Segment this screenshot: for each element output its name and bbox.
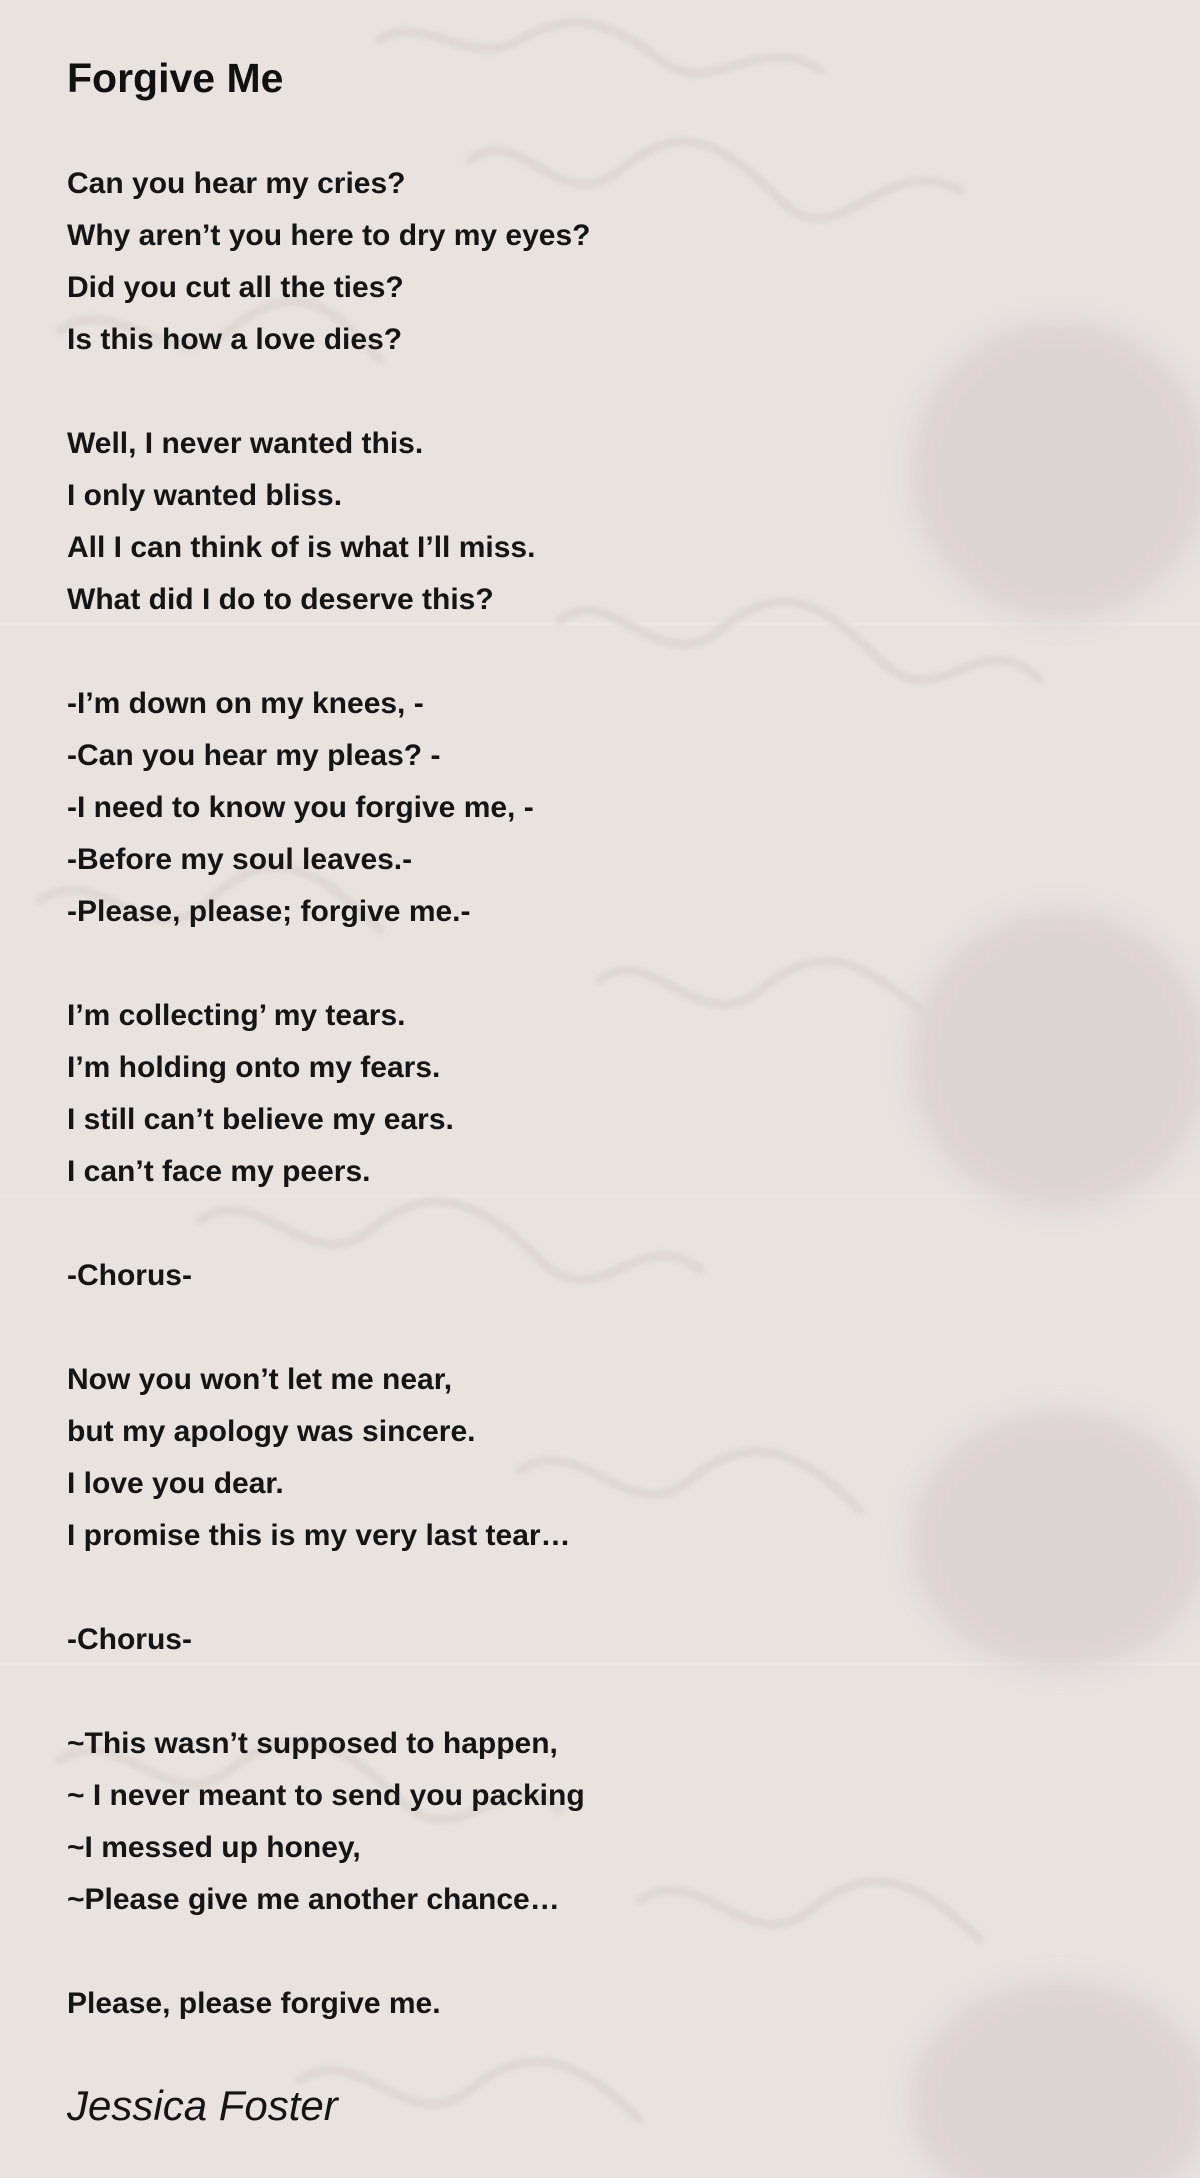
poem-line: -Chorus- — [67, 1259, 192, 1292]
poem-line: -Chorus- — [67, 1623, 192, 1656]
poem-line: -I’m down on my knees, - — [67, 687, 424, 720]
poem-line: All I can think of is what I’ll miss. — [67, 531, 536, 564]
poem-author: Jessica Foster — [67, 2082, 338, 2129]
poem-stanza — [67, 990, 1147, 1198]
poem-stanza — [67, 1718, 1147, 1926]
poem-stanza — [67, 1614, 1147, 1666]
poem-line: Can you hear my cries? — [67, 167, 406, 200]
poem-line: -Before my soul leaves.- — [67, 843, 413, 876]
poem-line: but my apology was sincere. — [67, 1415, 476, 1448]
poem-stanza — [67, 1354, 1147, 1562]
poem-line: -Can you hear my pleas? - — [67, 739, 441, 772]
poem-line: ~ I never meant to send you packing — [67, 1779, 585, 1812]
poem-line: -I need to know you forgive me, - — [67, 791, 534, 824]
poem-stanza — [67, 418, 1147, 626]
poem-line: Please, please forgive me. — [67, 1987, 441, 2020]
poem-line: I’m collecting’ my tears. — [67, 999, 406, 1032]
poem-line: I only wanted bliss. — [67, 479, 343, 512]
poem-line: ~This wasn’t supposed to happen, — [67, 1727, 558, 1760]
poem-line: ~I messed up honey, — [67, 1831, 361, 1864]
poem-stanza — [67, 1250, 1147, 1302]
poem-line: -Please, please; forgive me.- — [67, 895, 471, 928]
poem-line: I promise this is my very last tear… — [67, 1519, 571, 1552]
poem-line: Well, I never wanted this. — [67, 427, 424, 460]
poem-line: ~Please give me another chance… — [67, 1883, 560, 1916]
poem-line: I love you dear. — [67, 1467, 284, 1500]
poem-line: Did you cut all the ties? — [67, 271, 404, 304]
poem-body — [67, 158, 1147, 2030]
poem-page — [67, 48, 1147, 2136]
poem-stanza — [67, 1978, 1147, 2030]
poem-line: Why aren’t you here to dry my eyes? — [67, 219, 591, 252]
poem-stanza — [67, 158, 1147, 366]
poem-line: What did I do to deserve this? — [67, 583, 494, 616]
poem-line: I’m holding onto my fears. — [67, 1051, 441, 1084]
poem-title: Forgive Me — [67, 55, 284, 101]
poem-stanza — [67, 678, 1147, 938]
poem-line: Is this how a love dies? — [67, 323, 403, 356]
poem-line: I still can’t believe my ears. — [67, 1103, 454, 1136]
poem-line: I can’t face my peers. — [67, 1155, 371, 1188]
poem-line: Now you won’t let me near, — [67, 1363, 453, 1396]
